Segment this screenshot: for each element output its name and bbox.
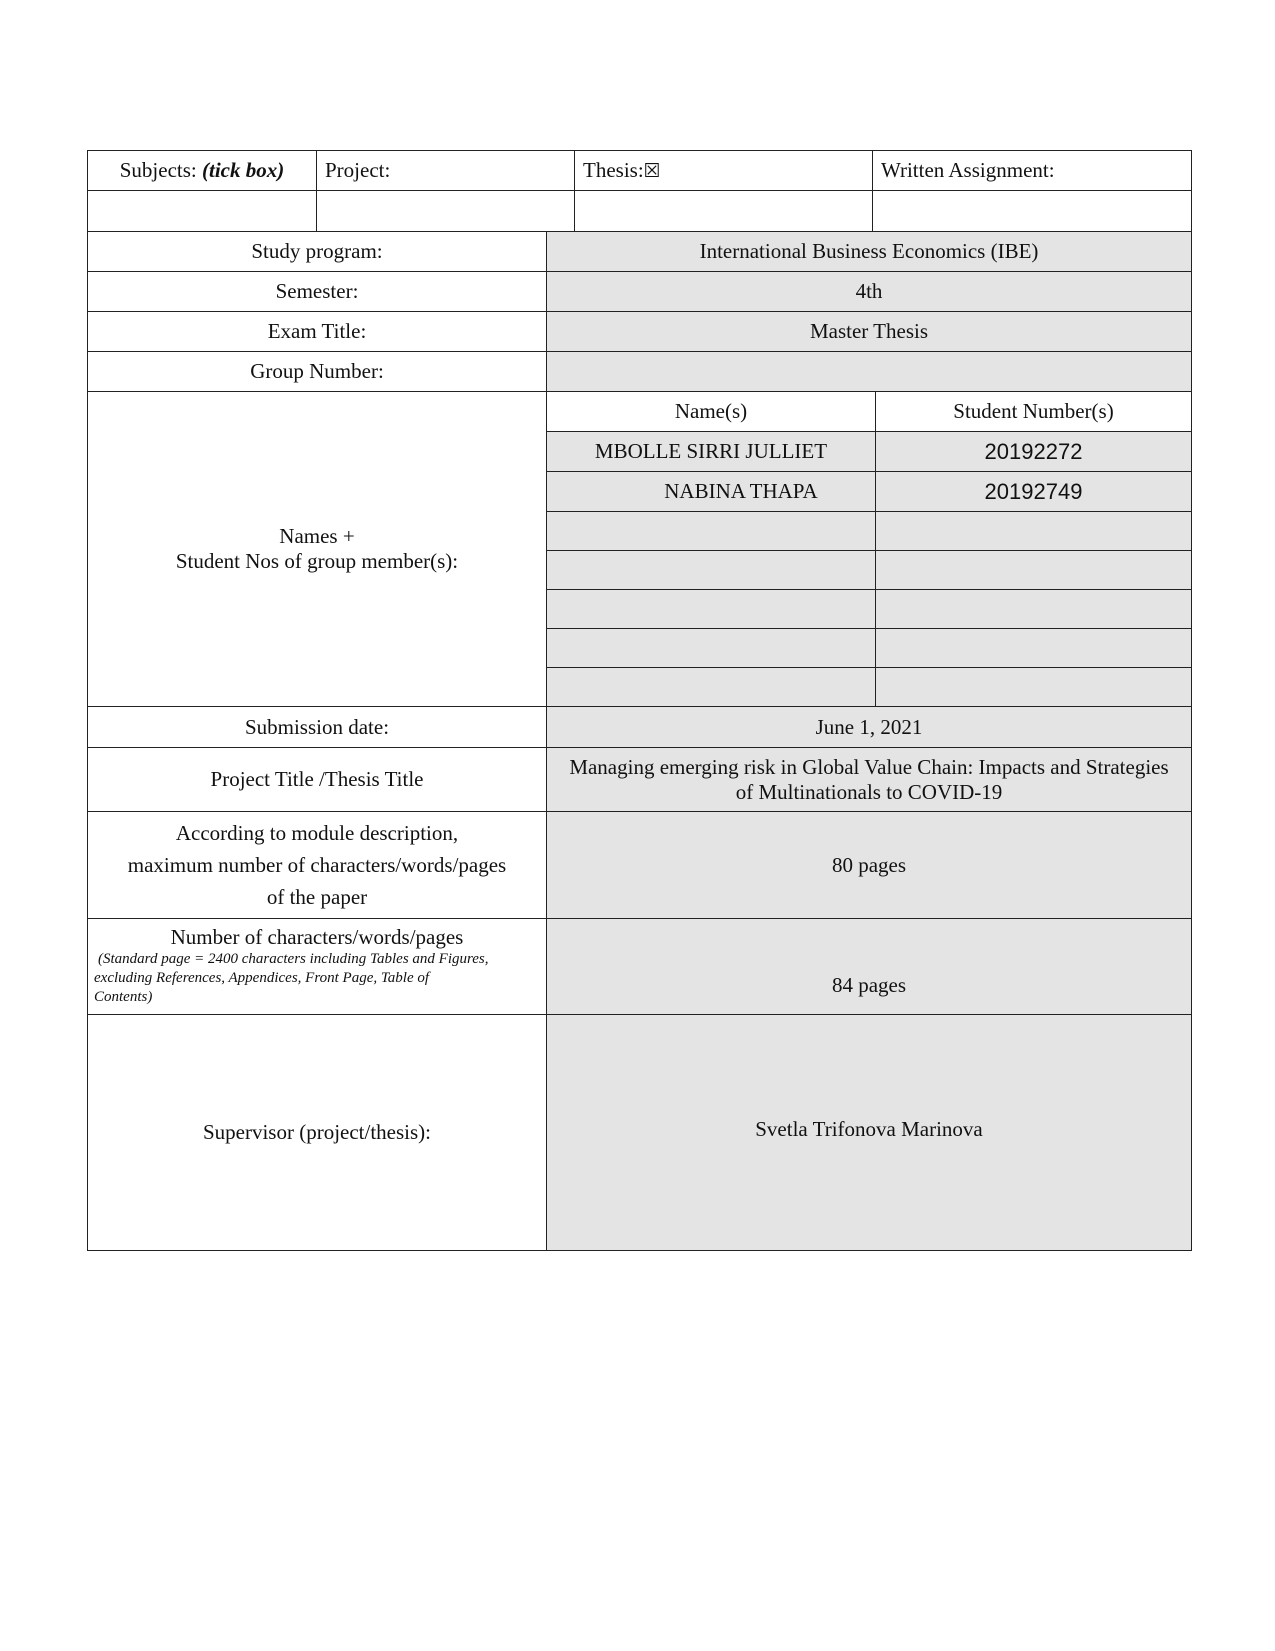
exam-title-value: Master Thesis (547, 312, 1192, 352)
subjects-hint: (tick box) (202, 158, 285, 182)
member-name[interactable] (547, 590, 876, 629)
project-cell[interactable] (317, 151, 575, 191)
member-number: 20192749 (876, 472, 1192, 512)
num-pages-label-cell (88, 919, 547, 1015)
semester-label: Semester: (88, 272, 547, 312)
member-number[interactable] (876, 668, 1192, 707)
thesis-title-line2: of Multinationals to COVID-19 (735, 779, 1003, 804)
study-program-value: International Business Economics (IBE) (547, 232, 1192, 272)
max-pages-label-line2: maximum number of characters/words/pages (127, 853, 507, 877)
supervisor-value: Svetla Trifonova Marinova (547, 1015, 1192, 1251)
thesis-label: Thesis: (583, 158, 644, 182)
thesis-cell[interactable] (575, 151, 873, 191)
max-pages-label-line1: According to module description, (175, 821, 459, 845)
member-name: MBOLLE SIRRI JULLIET (547, 432, 876, 472)
member-name: NABINA THAPA (547, 472, 876, 512)
submission-date-label: Submission date: (88, 707, 547, 748)
num-pages-note-line1: (Standard page = 2400 characters including Tables and Figures, (98, 951, 489, 967)
names-column-header: Name(s) (547, 392, 876, 432)
subjects-table (87, 150, 1192, 232)
member-name[interactable] (547, 629, 876, 668)
member-name[interactable] (547, 668, 876, 707)
study-program-label: Study program: (88, 232, 547, 272)
student-numbers-column-header: Student Number(s) (876, 392, 1192, 432)
exam-info-table (87, 231, 1192, 1251)
member-number[interactable] (876, 512, 1192, 551)
member-number[interactable] (876, 629, 1192, 668)
exam-title-label: Exam Title: (88, 312, 547, 352)
submission-date-value: June 1, 2021 (547, 707, 1192, 748)
num-pages-value: 84 pages (547, 919, 1192, 1015)
member-number[interactable] (876, 590, 1192, 629)
member-name[interactable] (547, 512, 876, 551)
thesis-title-value-cell (547, 748, 1192, 812)
num-pages-note-line2: excluding References, Appendices, Front Page, Table of (94, 970, 430, 986)
semester-value: 4th (547, 272, 1192, 312)
thesis-title-line1: Managing emerging risk in Global Value Chain: Impacts and Strategies (569, 754, 1169, 779)
project-tick-cell[interactable] (317, 191, 575, 232)
member-number: 20192272 (876, 432, 1192, 472)
members-label-line2: Student Nos of group member(s): (175, 549, 459, 573)
supervisor-label: Supervisor (project/thesis): (88, 1015, 547, 1251)
thesis-checkbox[interactable]: ☒ (643, 161, 661, 182)
thesis-title-label: Project Title /Thesis Title (88, 748, 547, 812)
subjects-label: Subjects: (119, 158, 197, 182)
subjects-empty-cell (88, 191, 317, 232)
thesis-tick-cell[interactable] (575, 191, 873, 232)
written-assignment-label: Written Assignment: (881, 158, 1055, 182)
max-pages-label-cell (88, 812, 547, 919)
max-pages-label-line3: of the paper (266, 885, 368, 909)
project-label: Project: (325, 158, 391, 182)
num-pages-note-line3: Contents) (94, 989, 153, 1005)
max-pages-value: 80 pages (547, 812, 1192, 919)
group-number-label: Group Number: (88, 352, 547, 392)
written-assignment-cell[interactable] (873, 151, 1192, 191)
members-label-cell (88, 392, 547, 707)
subjects-cell (88, 151, 317, 191)
written-tick-cell[interactable] (873, 191, 1192, 232)
member-number[interactable] (876, 551, 1192, 590)
num-pages-label: Number of characters/words/pages (170, 925, 464, 949)
members-label-line1: Names + (279, 524, 355, 548)
member-name[interactable] (547, 551, 876, 590)
group-number-value (547, 352, 1192, 392)
